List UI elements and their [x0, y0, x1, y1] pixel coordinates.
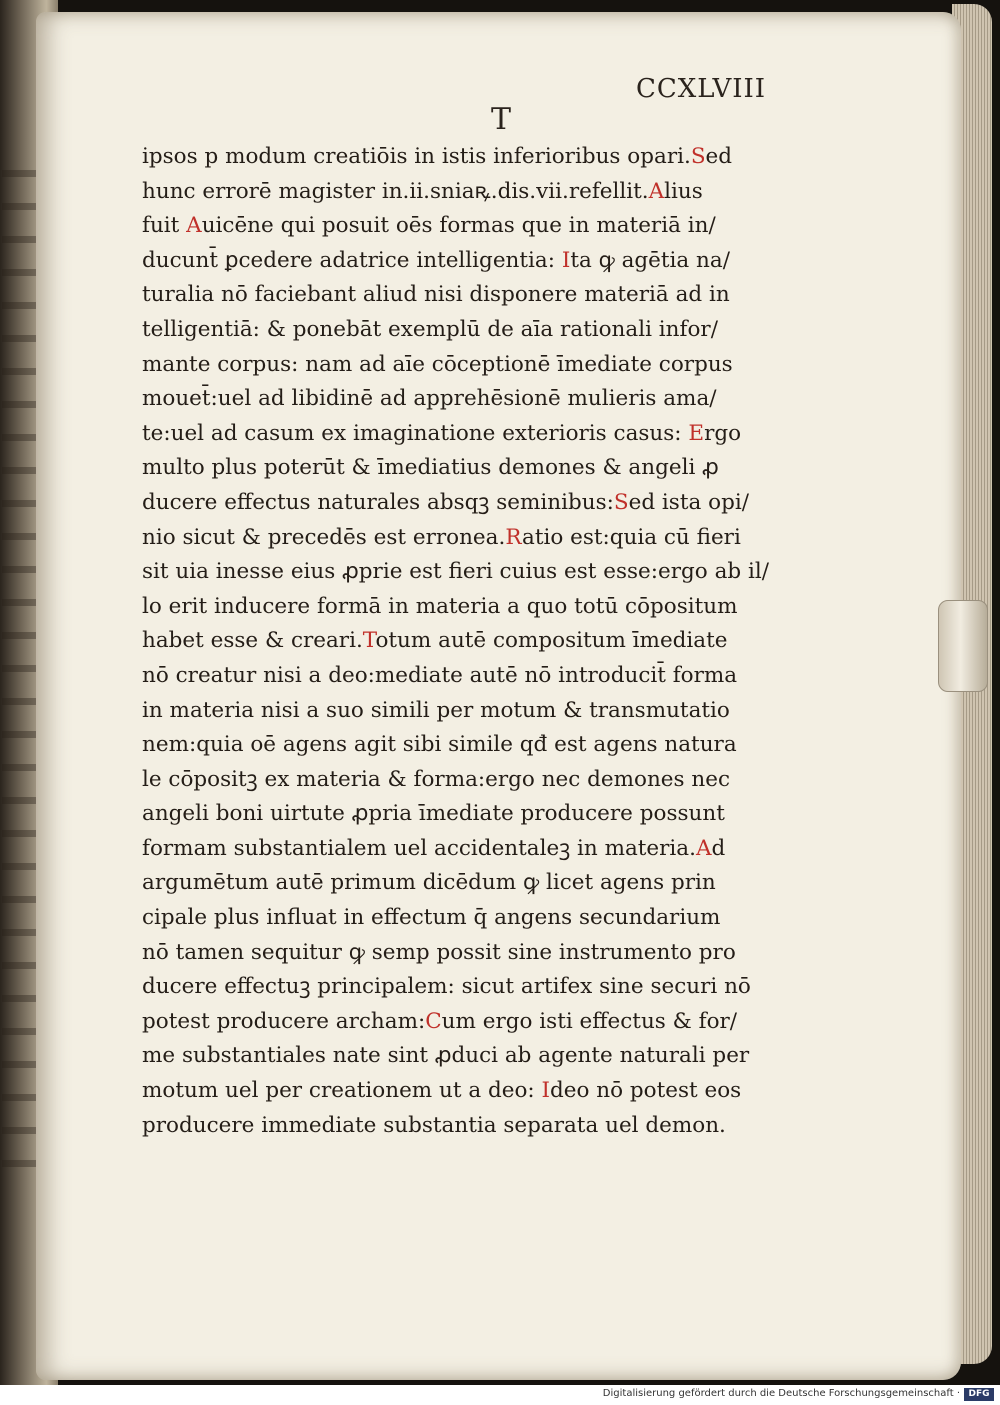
- line-text: nio sicut & precedēs est erronea.: [142, 524, 506, 550]
- rubric-initial: C: [425, 1008, 442, 1034]
- text-line: [142, 175, 794, 210]
- line-text: um ergo isti effectus & for/: [441, 1008, 738, 1034]
- text-line: [142, 1109, 794, 1144]
- text-line: [142, 278, 794, 313]
- line-text: angeli boni uirtute ꝓpria īmediate producere possunt: [142, 801, 725, 827]
- line-text: ducere effectus naturales absqꝫ seminibus:: [142, 489, 614, 515]
- line-text: d: [711, 835, 726, 861]
- line-text: ta ꝙ agētia na/: [570, 247, 730, 273]
- rubric-initial: E: [688, 420, 705, 446]
- rubric-initial: A: [648, 178, 665, 204]
- line-text: te:uel ad casum ex imaginatione exterioris casus:: [142, 420, 689, 446]
- line-text: rgo: [704, 420, 742, 446]
- text-line: [142, 728, 794, 763]
- line-text: ed ista opi/: [628, 489, 749, 515]
- line-text: mouet̄:uel ad libidinē ad apprehēsionē mulieris ama/: [142, 386, 717, 412]
- footer-credit: Digitalisierung gefördert durch die Deutsche Forschungsgemeinschaft ·: [602, 1388, 960, 1399]
- text-block: [142, 140, 794, 1143]
- text-line: [142, 244, 794, 279]
- line-text: turalia nō faciebant aliud nisi disponere materiā ad in: [142, 282, 730, 308]
- line-text: multo plus poterūt & īmediatius demones & angeli ꝓ: [142, 455, 719, 481]
- page-clip: [938, 600, 988, 692]
- line-text: deo nō potest eos: [550, 1078, 742, 1104]
- text-line: [142, 624, 794, 659]
- line-text: mante corpus: nam ad aīe cōceptionē īmediate corpus: [142, 351, 733, 377]
- line-text: otum autē compositum īmediate: [375, 628, 728, 654]
- line-text: uicēne qui posuit oēs formas que in materiā in/: [201, 213, 716, 239]
- text-line: [142, 486, 794, 521]
- rubric-initial: T: [362, 628, 376, 654]
- line-text: ducere effectuꝫ principalem: sicut artifex sine securi nō: [142, 974, 751, 1000]
- line-text: habet esse & creari.: [142, 628, 363, 654]
- line-text: me substantiales nate sint ꝓduci ab agente naturali per: [142, 1043, 750, 1069]
- line-text: in materia nisi a suo simili per motum & transmutatio: [142, 697, 730, 723]
- line-text: lius: [664, 178, 703, 204]
- rubric-initial: A: [186, 213, 202, 239]
- text-line: [142, 763, 794, 798]
- text-line: [142, 451, 794, 486]
- rubric-initial: I: [541, 1078, 551, 1104]
- line-text: fuit: [142, 213, 187, 239]
- text-line: [142, 970, 794, 1005]
- line-text: ducunt̄ ꝑcedere adatrice intelligentia:: [142, 247, 562, 273]
- line-text: telligentiā: & ponebāt exemplū de aīa rationali infor/: [142, 316, 718, 342]
- line-text: argumētum autē primum dicēdum ꝙ licet agens prin: [142, 870, 716, 896]
- line-text: potest producere archam:: [142, 1008, 426, 1034]
- dfg-logo: DFG: [964, 1388, 994, 1401]
- text-line: [142, 417, 794, 452]
- text-line: [142, 1074, 794, 1109]
- text-line: [142, 348, 794, 383]
- text-line: [142, 866, 794, 901]
- text-line: [142, 140, 794, 175]
- text-line: [142, 936, 794, 971]
- line-text: sit uia inesse eius ꝓprie est fieri cuius est esse:ergo ab il/: [142, 559, 769, 585]
- text-line: [142, 797, 794, 832]
- rubric-initial: R: [505, 524, 522, 550]
- line-text: le cōpositꝫ ex materia & forma:ergo nec demones nec: [142, 766, 731, 792]
- line-text: motum uel per creationem ut a deo:: [142, 1078, 542, 1104]
- folio-number: CCXLVIII: [636, 74, 767, 104]
- rubric-initial: S: [690, 144, 706, 169]
- line-text: nem:quia oē agens agit sibi simile qđ est agens natura: [142, 732, 737, 758]
- book-page: [36, 12, 961, 1380]
- text-line: [142, 659, 794, 694]
- line-text: cipale plus influat in effectum q̄ angens secundarium: [142, 905, 721, 931]
- line-text: ipsos p modum creatiōis in istis inferioribus opari.: [142, 144, 691, 169]
- text-line: [142, 555, 794, 590]
- text-line: [142, 694, 794, 729]
- rubric-initial: S: [613, 489, 629, 515]
- line-text: lo erit inducere formā in materia a quo totū cōpositum: [142, 593, 738, 619]
- line-text: hunc errorē magister in.ii.sniaꝶ.dis.vii.refellit.: [142, 178, 649, 204]
- footer-bar: [0, 1385, 1000, 1405]
- text-line: [142, 832, 794, 867]
- line-text: nō tamen sequitur ꝙ semp possit sine instrumento pro: [142, 939, 736, 965]
- line-text: producere immediate substantia separata uel demon.: [142, 1112, 726, 1138]
- line-text: ed: [705, 144, 733, 169]
- text-line: [142, 590, 794, 625]
- text-line: [142, 521, 794, 556]
- text-line: [142, 1039, 794, 1074]
- line-text: atio est:quia cū fieri: [522, 524, 741, 550]
- line-text: formam substantialem uel accidentaleꝫ in materia.: [142, 835, 696, 861]
- rubric-initial: A: [695, 835, 712, 861]
- text-line: [142, 382, 794, 417]
- rubric-initial: I: [561, 247, 571, 273]
- text-line: [142, 313, 794, 348]
- line-text: nō creatur nisi a deo:mediate autē nō introducit̄ forma: [142, 662, 738, 688]
- signature-mark: T: [491, 102, 512, 137]
- text-line: [142, 1005, 794, 1040]
- text-line: [142, 901, 794, 936]
- text-line: [142, 209, 794, 244]
